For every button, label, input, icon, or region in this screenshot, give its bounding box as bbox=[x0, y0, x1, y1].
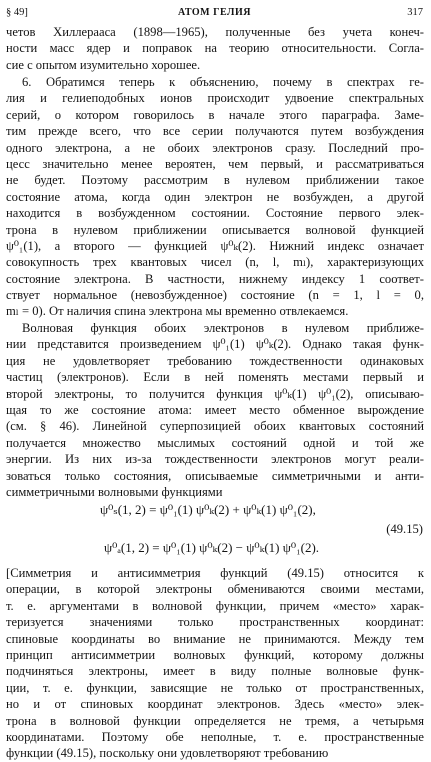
text-line: координатами. Поэтому обе неполные, т. е. пространственные bbox=[6, 729, 424, 744]
text-line: принцип антисимметрии волновых функций, которому должны bbox=[6, 647, 424, 662]
paragraph-6 bbox=[6, 74, 424, 320]
paragraph-wavefunction bbox=[6, 320, 424, 500]
running-header bbox=[6, 6, 423, 20]
text-line: 6. Обратимся теперь к объяснению, почему в спектрах ге- bbox=[22, 75, 424, 89]
text-line: состояние электрона. В частности, нижнему индексу 1 соответ- bbox=[6, 271, 424, 286]
equation-antisymmetric: ψ⁰ₐ(1, 2) = ψ⁰₁(1) ψ⁰ₖ(2) − ψ⁰ₖ(1) ψ⁰₁(2). bbox=[104, 540, 320, 555]
text-line: одного электрона, а не обоих электронов сразу. Последний про- bbox=[6, 140, 424, 155]
text-line: серий, о котором говорилось в начале этого параграфа. Заме- bbox=[6, 107, 424, 122]
text-line: ψ⁰₁(1), а второго — функцией ψ⁰ₖ(2). Нижний индекс означает bbox=[6, 238, 424, 253]
section-marker: § 49] bbox=[6, 7, 28, 18]
running-title: АТОМ ГЕЛИЯ bbox=[178, 7, 251, 18]
text-line: спиновые координаты во внимание не принимаются. Между тем bbox=[6, 631, 424, 646]
text-line: зоваться только состояния, описываемые симметричными и анти- bbox=[6, 468, 424, 483]
page-number: 317 bbox=[407, 7, 423, 18]
text-line: подчиняться электроны, имеет в виду полные волновые функ- bbox=[6, 664, 424, 679]
text-line: трона в нулевом приближении описывается волновой функцией bbox=[6, 222, 424, 237]
text-line: получается множество мыслимых состояний одной и той же bbox=[6, 435, 424, 450]
text-line: mₗ = 0). От наличия спина электрона мы временно отвлекаемся. bbox=[6, 304, 349, 319]
text-line: операции, в которой электроны обмениваются своими местами, bbox=[6, 582, 424, 597]
text-line: лия и гелиеподобных ионов происходит удвоение спектральных bbox=[6, 91, 424, 106]
text-line: совокупность трех квантовых чисел (n, l, mₗ), характеризующих bbox=[6, 255, 424, 270]
text-line: т. е. аргументами в волновой функции, причем «место» харак- bbox=[6, 598, 424, 613]
paragraph-continuation bbox=[6, 24, 424, 73]
text-line: (см. § 46). Линейной суперпозицией обоих квантовых состояний bbox=[6, 419, 424, 434]
text-line: нии представится произведением ψ⁰₁(1) ψ⁰ₖ(2). Однако такая функ- bbox=[6, 337, 424, 352]
text-line: ции, т. е. функции, зависящие не только от пространственных, bbox=[6, 680, 424, 695]
text-line: ности масс ядер и поправок на теорию относительности. Согла- bbox=[6, 41, 424, 56]
text-line: ствует нормальное (невозбужденное) состояние (n = 1, l = 0, bbox=[6, 288, 424, 303]
equation-number: (49.15) bbox=[386, 522, 423, 536]
text-line: трона в волновой функции определяется не тремя, а четырьмя bbox=[6, 713, 424, 728]
text-line: второй электроны, то получится функция ψ⁰ₖ(1) ψ⁰₁(2), описываю- bbox=[6, 386, 424, 401]
text-line: [Симметрия и антисимметрия функций (49.15) относится к bbox=[6, 566, 424, 580]
text-line: симметричными волновыми функциями bbox=[6, 484, 223, 499]
text-line: Волновая функция обоих электронов в нулевом приближе- bbox=[22, 321, 424, 335]
text-line: не будет. Поэтому рассмотрим в нулевом приближении такое bbox=[6, 173, 424, 188]
text-line: теризуется значениями только пространственных координат: bbox=[6, 615, 424, 630]
text-line: ция не удовлетворяет требованию тождественности одинаковых bbox=[6, 353, 424, 368]
text-line: четов Хиллераасa (1898—1965), полученные без учета конеч- bbox=[6, 25, 424, 39]
text-line: но и от спиновых координат электронов. Здесь «место» элек- bbox=[6, 697, 424, 712]
text-line: частиц (электронов). Если в ней поменять местами первый и bbox=[6, 370, 424, 385]
text-line: сие с опытом изумительно хорошее. bbox=[6, 57, 201, 72]
equation-symmetric: ψ⁰ₛ(1, 2) = ψ⁰₁(1) ψ⁰ₖ(2) + ψ⁰ₖ(1) ψ⁰₁(2), bbox=[100, 502, 316, 517]
text-line: цесс значительно менее вероятен, чем первый, и рассматриваться bbox=[6, 156, 424, 171]
text-line: щая то же состояние атома: имеет место обменное вырождение bbox=[6, 402, 424, 417]
paragraph-symmetry-note bbox=[6, 565, 424, 762]
text-line: находится в возбужденном состоянии. Состояние первого элек- bbox=[6, 206, 424, 221]
equation-49-15 bbox=[0, 502, 431, 558]
text-line: функции (49.15), поскольку они удовлетворяют требованию bbox=[6, 746, 329, 761]
text-line: состояние атома, когда один электрон не возбужден, а другой bbox=[6, 189, 424, 204]
text-line: тим прежде всего, что все серии получаются путем возбуждения bbox=[6, 124, 424, 139]
text-line: энергии. Из них из-за тождественности электронов могут реали- bbox=[6, 452, 424, 467]
